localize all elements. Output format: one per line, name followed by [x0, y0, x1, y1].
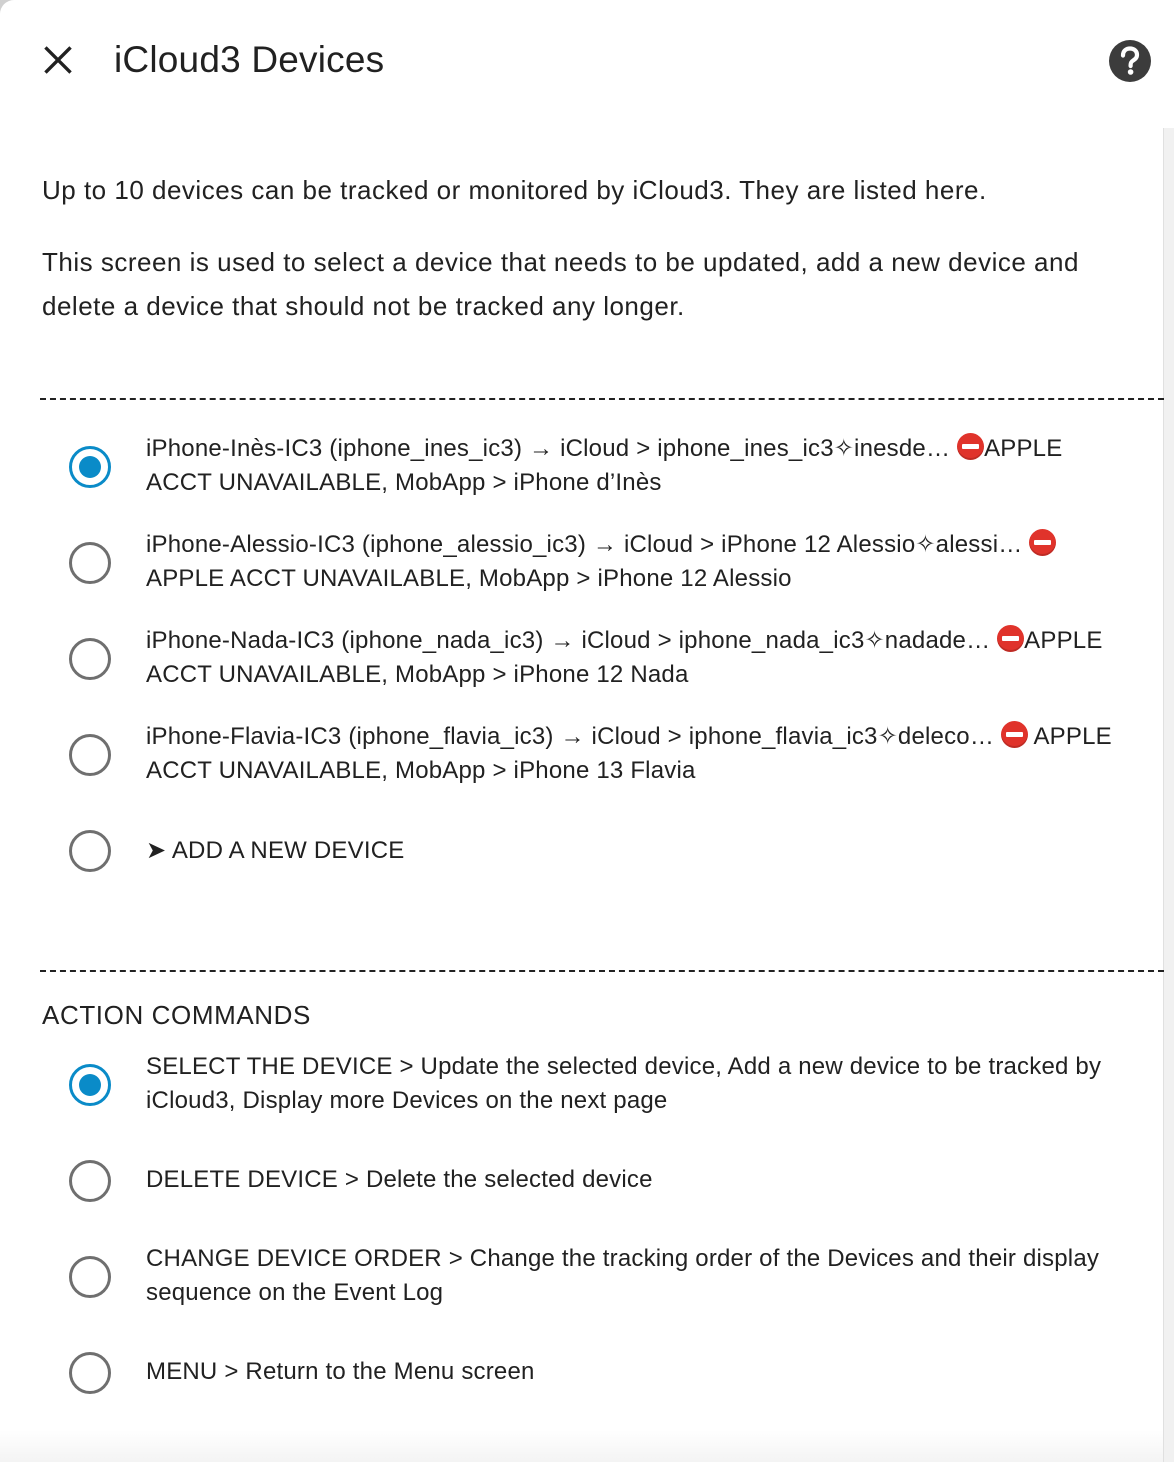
- device-option-label: [146, 624, 1121, 692]
- radio-button[interactable]: [69, 830, 111, 872]
- device-status-text: APPLE ACCT UNAVAILABLE, MobApp > iPhone 12 Nada: [146, 627, 1103, 688]
- radio-button[interactable]: [69, 734, 111, 776]
- radio-button[interactable]: [69, 638, 111, 680]
- device-status-text: APPLE ACCT UNAVAILABLE, MobApp > iPhone d’Inès: [146, 435, 1063, 496]
- radio-button[interactable]: [69, 446, 111, 488]
- device-option-text: iPhone-Flavia-IC3 (iphone_flavia_ic3) → iCloud > iphone_flavia_ic3✧deleco…: [146, 723, 1001, 750]
- device-option-text: iPhone-Alessio-IC3 (iphone_alessio_ic3) → iCloud > iPhone 12 Alessio✧alessi…: [146, 531, 1030, 558]
- description-text: This screen is used to select a device that needs to be updated, add a new device and delete a device that should not be tracked any longer.: [42, 247, 1079, 321]
- device-option-label: [146, 834, 1121, 868]
- radio-button[interactable]: [69, 1256, 111, 1298]
- device-option-label: [146, 720, 1121, 788]
- radio-button[interactable]: [69, 542, 111, 584]
- no-entry-icon: [957, 433, 984, 460]
- scrollbar[interactable]: [1163, 128, 1174, 1462]
- no-entry-icon: [1001, 721, 1028, 748]
- radio-button[interactable]: [69, 1352, 111, 1394]
- close-icon: [41, 43, 75, 77]
- device-option-text: iPhone-Nada-IC3 (iphone_nada_ic3) → iCloud > iphone_nada_ic3✧nadade…: [146, 627, 998, 654]
- device-option-label: [146, 432, 1121, 500]
- no-entry-icon: [997, 625, 1024, 652]
- bottom-fade: [0, 1430, 1163, 1462]
- device-option-text: iPhone-Inès-IC3 (iphone_ines_ic3) → iCloud > iphone_ines_ic3✧inesde…: [146, 435, 958, 462]
- radio-button[interactable]: [69, 1160, 111, 1202]
- action-command-label: SELECT THE DEVICE > Update the selected device, Add a new device to be tracked by iCloud3, Display more Devices on the next page: [146, 1053, 1102, 1114]
- radio-button[interactable]: [69, 1064, 111, 1106]
- description-text: Up to 10 devices can be tracked or monitored by iCloud3. They are listed here.: [42, 175, 987, 205]
- device-option-text: ➤ ADD A NEW DEVICE: [146, 837, 405, 864]
- dialog-header: [0, 0, 1174, 120]
- device-status-text: APPLE ACCT UNAVAILABLE, MobApp > iPhone 12 Alessio: [146, 565, 792, 592]
- section-title: ACTION COMMANDS: [42, 1000, 311, 1030]
- action-command-label: DELETE DEVICE > Delete the selected device: [146, 1166, 653, 1193]
- action-command-label: CHANGE DEVICE ORDER > Change the tracking order of the Devices and their display sequence on the Event Log: [146, 1245, 1100, 1306]
- help-icon[interactable]: [1107, 38, 1153, 84]
- close-button[interactable]: [34, 36, 82, 84]
- device-option-label: [146, 528, 1121, 596]
- no-entry-icon: [1029, 529, 1056, 556]
- device-status-text: APPLE ACCT UNAVAILABLE, MobApp > iPhone 13 Flavia: [146, 723, 1112, 784]
- action-command-label: MENU > Return to the Menu screen: [146, 1358, 535, 1385]
- divider: [40, 398, 1164, 400]
- page-title: iCloud3 Devices: [114, 39, 385, 80]
- divider: [40, 970, 1164, 972]
